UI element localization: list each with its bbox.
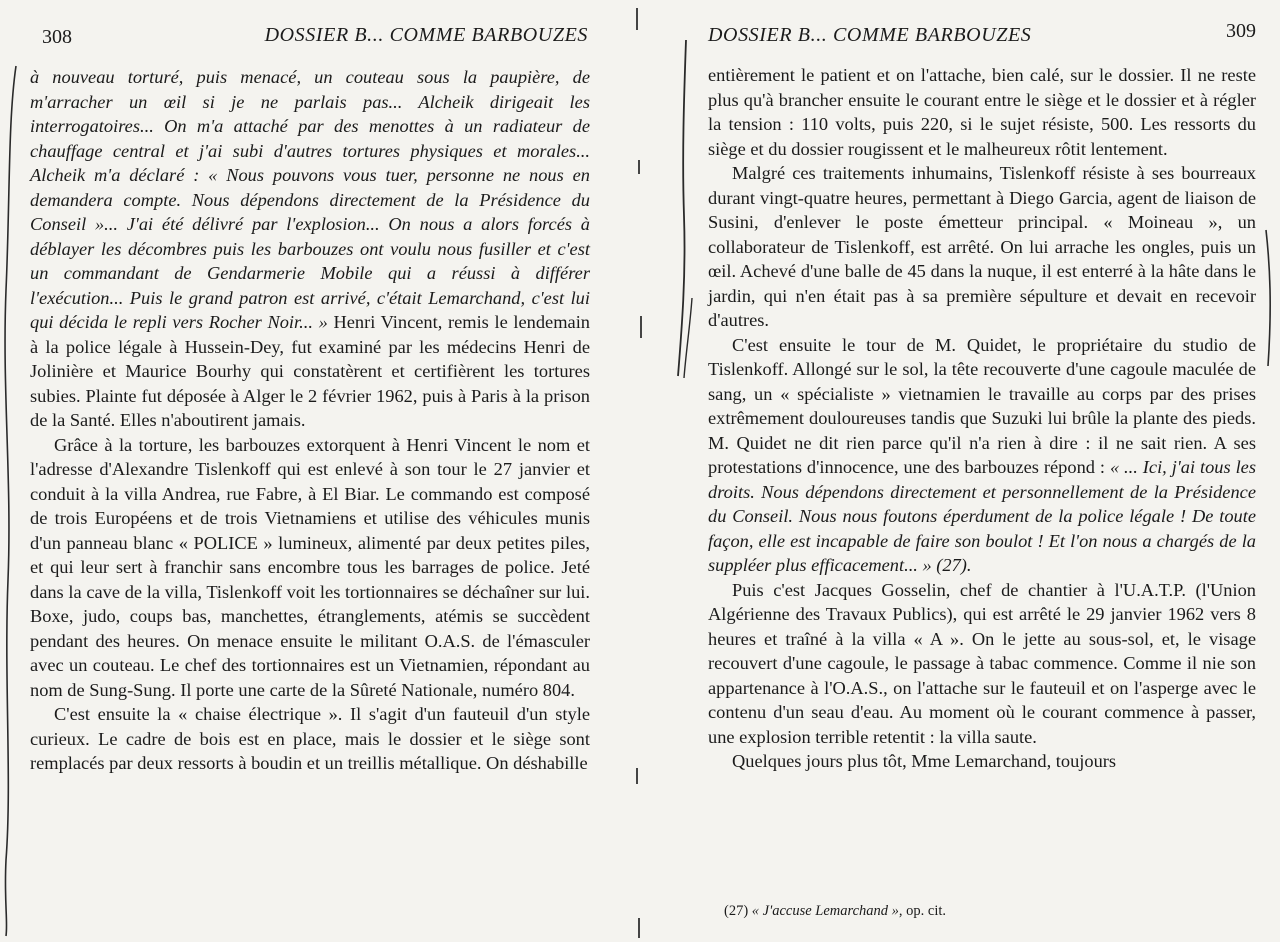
left-page: [30, 0, 590, 942]
paragraph: [30, 65, 590, 433]
quote-text: à nouveau torturé, puis menacé, un couteau sous la paupière, de m'arracher un œil si je ne parlais pas... Alcheik dirigeait les interrogatoires... On m'a attaché par des menottes à un radiateur de chauffage central et j'ai subi d'autres tortures physiques et morales... Alcheik m'a déclaré : « Nous pouvons vous tuer, personne ne nous en demandera compte. Nous dépendons directement de la Présidence du Conseil »... J'ai été délivré par l'explosion... On nous a alors forcés à déblayer les décombres puis les barbouzes ont voulu nous fusiller et c'est un commandant de Gendarmerie Mobile qui a réussi à différer l'exécution... Puis le grand patron est arrivé, c'était Lemarchand, c'est lui qui décida le repli vers Rocher Noir... »: [30, 67, 590, 332]
paragraph: Malgré ces traitements inhumains, Tislenkoff résiste à ses bourreaux durant vingt-quatre heures, permettant à Diego Garcia, agent de liaison de Susini, d'enlever le poste émetteur principal. « Moineau », un collaborateur de Tislenkoff, est arrêté. On lui arrache les ongles, puis un œil. Achevé d'une balle de 45 dans la nuque, il est enterré à la hâte dans le jardin, qui n'en était pas à sa première sépulture et devait en recevoir d'autres.: [708, 163, 1256, 330]
gutter-mark: [636, 8, 638, 30]
paragraph: Puis c'est Jacques Gosselin, chef de chantier à l'U.A.T.P. (l'Union Algérienne des Travaux Publics), qui est arrêté le 29 janvier 1962 vers 8 heures et traîné à la villa « A ». On le jette au sous-sol, et, le visage recouvert d'une cagoule, le passage à tabac commence. Comme il nie son appartenance à l'O.A.S., on l'attache sur le fauteuil et on l'asperge avec le contenu d'un seau d'eau. Au moment où le courant commence à passer, une explosion terrible retentit : la villa saute.: [708, 579, 1256, 747]
right-page-body: [708, 63, 1256, 774]
gutter-mark: [640, 316, 642, 338]
right-edge-bracket: [1262, 226, 1278, 372]
right-page-number: 309: [1226, 20, 1256, 42]
gutter-mark: [638, 160, 640, 174]
paragraph-text: C'est ensuite le tour de M. Quidet, le propriétaire du studio de Tislenkoff. Allongé sur le sol, la tête recouverte d'une cagoule maculée de sang, un « spécialiste » vietnamien le travaille au corps par des prises extrêmement douloureuses tandis que Suzuki lui brûle la plante des pieds. M. Quidet ne dit rien parce qu'il n'a rien à dire : il ne sait rien. A ses protestations d'innocence, une des barbouzes répond :: [708, 334, 1256, 477]
left-running-head: DOSSIER B... COMME BARBOUZES: [264, 24, 588, 46]
footnote: [724, 903, 946, 920]
footnote-title: « J'accuse Lemarchand »: [751, 903, 899, 919]
paragraph-text: Henri Vincent, remis le lendemain à la police légale à Hussein-Dey, fut examiné par les médecins Henri de Jolinière et Maurice Bourhy qui constatèrent et certifièrent les tortures subies. Plainte fut déposée à Alger le 2 février 1962, puis à Paris à la prison de la Santé. Elles n'aboutirent jamais.: [30, 312, 590, 430]
quote-text: « ... Ici, j'ai tous les droits. Nous dépendons directement et personnellement de la Présidence du Conseil. Nous nous foutons éperdument de la police légale ! De toute façon, elle est incapable de faire son boulot ! Et l'on nous a chargés de la suppléer plus efficacement... » (27).: [708, 457, 1256, 575]
right-running-head: DOSSIER B... COMME BARBOUZES: [708, 24, 1032, 46]
left-page-header: [30, 22, 590, 52]
right-page: [708, 0, 1256, 942]
gutter-mark: [636, 768, 638, 784]
gutter-mark: [638, 918, 640, 938]
paragraph: [708, 333, 1256, 578]
paragraph: Grâce à la torture, les barbouzes extorquent à Henri Vincent le nom et l'adresse d'Alexandre Tislenkoff qui est enlevé à son tour le 27 janvier et conduit à la villa Andrea, rue Fabre, à El Biar. Le commando est composé de trois Européens et de trois Vietnamiens et utilise des véhicules munis d'un panneau blanc « POLICE » lumineux, alimenté par deux petites piles, et qui leur sert à franchir sans encombre tous les barrages de police. Jeté dans la cave de la villa, Tislenkoff voit les tortionnaires se déchaîner sur lui. Boxe, judo, coups bas, manchettes, étranglements, atémis se succèdent pendant des heures. On menace ensuite le militant O.A.S. de l'émasculer avec un couteau. Le chef des tortionnaires est un Vietnamien, répondant au nom de Sung-Sung. Il porte une carte de la Sûreté Nationale, numéro 804.: [30, 434, 590, 700]
footnote-rest: , op. cit.: [898, 903, 947, 919]
right-page-header: [708, 22, 1256, 52]
left-margin-bracket: [0, 60, 24, 940]
paragraph: C'est ensuite la « chaise électrique ». Il s'agit d'un fauteuil d'un style curieux. Le cadre de bois est en place, mais le dossier et le siège sont remplacés par deux ressorts à boudin et un treillis métallique. On déshabille: [30, 704, 590, 773]
left-page-body: [30, 65, 590, 776]
paragraph: Quelques jours plus tôt, Mme Lemarchand, toujours: [732, 751, 1117, 771]
left-page-number: 308: [42, 26, 72, 48]
right-margin-bracket: [672, 36, 698, 386]
footnote-number: (27): [724, 903, 749, 919]
paragraph: entièrement le patient et on l'attache, bien calé, sur le dossier. Il ne reste plus qu'à brancher ensuite le courant entre le siège et le dossier et à régler la tension : 110 volts, puis 220, si le sujet résiste, 500. Les ressorts du siège et du dossier rougissent et le malheureux rôtit lentement.: [708, 65, 1256, 159]
